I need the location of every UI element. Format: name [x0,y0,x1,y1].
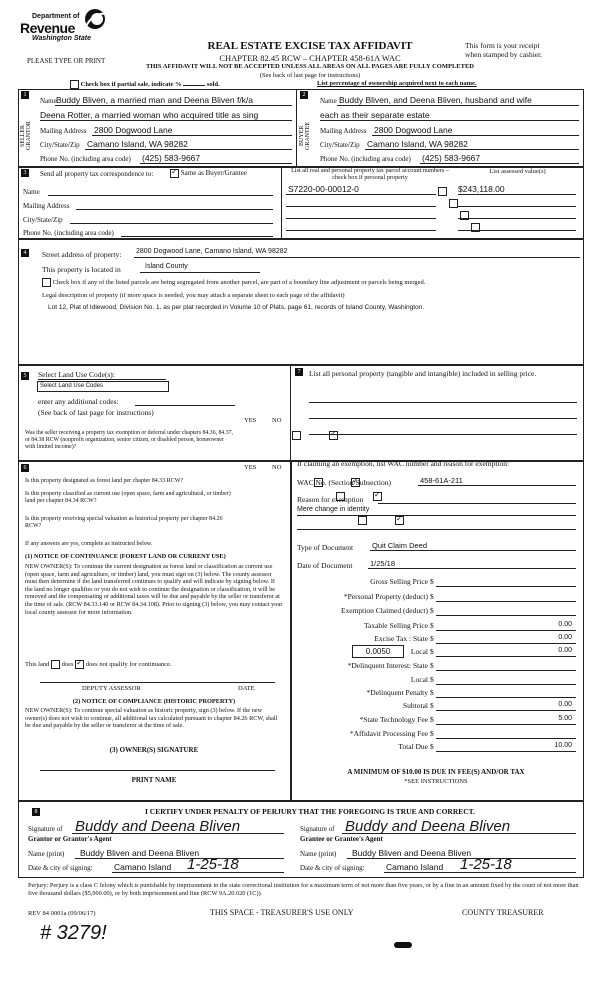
form-chapter: CHAPTER 82.45 RCW – CHAPTER 458-61A WAC [219,53,401,63]
calc-row-label: Total Due [398,742,428,751]
dollar-sign: $ [430,577,434,586]
seller-name-label: Name [40,97,57,105]
calc-row-label: Local [410,675,428,684]
buyer-city-label: City/State/Zip [320,141,360,149]
seller-mailing-label: Mailing Address [40,127,87,135]
calc-row-label: *Personal Property (deduct) [343,592,428,601]
does-not-label: does not [85,660,108,668]
calc-row-value[interactable]: 0.00 [558,621,572,628]
calc-row [298,647,576,658]
dor-logo-icon [80,8,110,30]
section-3-badge: 3 [21,169,29,177]
if-yes-note: If any answers are yes, complete as instructed below. [25,541,153,547]
calc-row-label: *Affidavit Processing Fee [349,729,428,738]
sold-label: sold. [206,80,220,88]
seller-phone-field[interactable]: (425) 583-9667 [142,153,201,163]
segregated-checkbox[interactable] [42,278,51,287]
personal-property-text: List all personal property (tangible and intangible) included in selling price. [309,369,537,378]
buyer-mailing-label: Mailing Address [320,127,367,135]
same-as-buyer-checkbox[interactable] [170,169,179,178]
segregated-row [42,278,425,287]
dollar-sign: $ [430,606,434,615]
personal-property-checkbox-1[interactable] [438,187,447,196]
corr-mailing-field[interactable] [76,209,273,210]
corr-phone-label: Phone No. (including area code) [23,229,114,237]
dollar-sign: $ [430,715,434,724]
land-use-see-back: (See back of last page for instructions) [38,408,154,417]
street-field[interactable]: 2800 Dogwood Lane, Camano Island, WA 98282 [136,248,288,255]
assessed-header: List assessed value(s) [489,168,546,175]
buyer-name-label: Name [320,97,337,105]
reason-field[interactable]: Mere change in identity [297,506,370,513]
certify-statement: I CERTIFY UNDER PENALTY OF PERJURY THAT THE FOREGOING IS TRUE AND CORRECT. [144,807,475,816]
dollar-sign: $ [430,634,434,643]
corr-phone-field[interactable] [121,236,273,237]
calc-row-label: Gross Selling Price [370,577,428,586]
section-4-badge: 4 [21,249,29,257]
seller-name-field-2[interactable]: Deena Rotter, a married woman who acquired title as sing [40,110,259,120]
does-label: does [61,660,74,668]
calc-row [298,715,576,726]
county-field[interactable]: Island County [145,263,188,270]
same-as-buyer-label: Same as Buyer/Grantee [180,169,247,178]
send-corr-label: Send all property tax correspondence to: [40,170,154,178]
perjury-statement: Perjury: Perjury is a class C felony which is punishable by imprisonment in the state correctional institution for a maximum term of not more than five years, or by a fine in an amount fixed by the court of not more than five thousand dollars ($5,000.00), or by both imprisonment and fine (RCW 9A.20.020 (1C)). [28,882,579,897]
partial-sale-percent-field[interactable] [183,85,205,86]
corr-city-label: City/State/Zip [23,216,63,224]
forest-q1: Is this property designated as forest land per chapter 84.33 RCW? [25,478,184,484]
owner-signature-label: (3) OWNER(S) SIGNATURE [109,746,199,754]
does-checkbox[interactable] [51,660,60,669]
additional-codes-label: enter any additional codes: [38,397,119,406]
continuance-row [25,660,172,669]
legal-label: Legal description of property (if more space is needed, you may attach a separate sheet to each page of the affidavit) [42,292,345,299]
see-back-instructions: (See back of last page for instructions) [259,72,361,79]
notice2-title: (2) NOTICE OF COMPLIANCE (HISTORIC PROPERTY) [72,698,236,705]
see-instructions: *SEE INSTRUCTIONS [404,778,468,785]
this-land-label: This land [25,660,50,668]
calc-row [298,592,576,603]
street-label: Street address of property: [42,250,122,259]
grantee-name-print-label: Name (print) [300,850,337,858]
doc-date-field[interactable]: 1/25/18 [370,559,396,568]
same-as-row [170,169,247,178]
land-use-select[interactable]: Select Land Use Codes [37,381,169,392]
grantor-name-print[interactable]: Buddy Bliven and Deena Bliven [80,848,200,858]
dept-line1: Department of [32,13,80,20]
calc-row-value[interactable]: 5.00 [558,715,572,722]
calc-row [298,661,576,672]
wac-field[interactable]: 458-61A-211 [420,476,463,485]
seller-name-field[interactable]: Buddy Bliven, a married man and Deena Bliven f/k/a [56,95,254,105]
seller-phone-label: Phone No. (including area code) [40,155,131,163]
reason-label: Reason for exemption [297,495,364,504]
notice2-body: NEW OWNER(S): To continue special valuation as historic property, sign (3) below. If the new owner(s) does not wish to continue, all additional tax calculated pursuant to chapter 84.26 RCW, shall be due and payable by the seller or transferor at the time of sale. [25,707,278,730]
grantee-sig-label: Signature of [300,825,335,833]
corr-mailing-label: Mailing Address [23,202,70,210]
located-label: This property is located in [42,265,121,274]
dor-logo [20,8,115,52]
calc-row-label: Taxable Selling Price [363,621,428,630]
calc-row-label: Exemption Claimed (deduct) [340,606,428,615]
calc-row [298,688,576,699]
owner-signature-line[interactable] [40,770,275,771]
receipt-note-1: This form is your receipt [465,41,540,50]
qualify-label: qualify for continuance. [109,660,172,668]
please-type: PLEASE TYPE OR PRINT [27,57,106,65]
calc-row-label: Excise Tax : State [374,634,428,643]
corr-name-label: Name [23,188,40,196]
buyer-name-field-2[interactable]: each as their separate estate [320,110,430,120]
corr-city-field[interactable] [70,223,273,224]
county-treasurer: COUNTY TREASURER [462,908,544,917]
deputy-signature-line[interactable] [40,682,275,683]
grantor-signature[interactable]: Buddy and Deena Bliven [75,818,241,835]
land-use-label: Select Land Use Code(s): [38,370,115,379]
calc-row [298,675,576,686]
minimum-note: A MINIMUM OF $10.00 IS DUE IN FEE(S) AND/OR TAX [347,768,525,776]
exemption-no-checkbox[interactable] [329,431,338,440]
does-not-checkbox[interactable] [75,660,84,669]
partial-sale-checkbox[interactable] [70,80,79,89]
doc-type-label: Type of Document [297,543,354,552]
dollar-sign: $ [430,621,434,630]
treasurer-use: THIS SPACE - TREASURER'S USE ONLY [210,908,354,917]
legal-description-field[interactable]: Lot 12, Plat of Idlewood, Division No. 1, as per plat recorded in Volume 10 of Plats, page 61, records of Island County, Washington. [48,304,425,311]
rev-number: REV 84 0001a (09/06/17) [28,910,96,917]
dollar-sign: $ [430,701,434,710]
calc-row [298,701,576,712]
dollar-sign: $ [430,742,434,751]
buyer-name-field[interactable]: Buddy Bliven, and Deena Bliven, husband and wife [339,95,532,105]
section-6-badge: 6 [21,464,29,472]
grantee-date-city-label: Date & city of signing: [300,864,365,872]
calc-row-label: Local [410,647,428,656]
grantor-city[interactable]: Camano Island [114,862,172,872]
receipt-note-2: when stamped by cashier. [465,50,543,59]
deputy-date-label: DATE [238,685,255,692]
ink-mark [394,942,412,948]
calc-row [298,606,576,617]
dept-line3: Washington State [32,35,91,42]
calc-row-value[interactable]: 0.00 [558,647,572,654]
additional-codes-field[interactable] [135,405,235,406]
wac-label: WAC No. (Section/Subsection) [297,478,391,487]
buyer-phone-label: Phone No. (including area code) [320,155,411,163]
dollar-sign: $ [430,592,434,601]
calc-row-value[interactable]: 0.00 [558,701,572,708]
grantee-date[interactable]: 1-25-18 [460,856,512,873]
tax-rate-field[interactable]: 0.0050 [352,645,404,658]
deputy-label: DEPUTY ASSESSOR [82,685,141,692]
doc-type-field[interactable]: Quit Claim Deed [372,541,428,550]
doc-date-label: Date of Document [297,561,353,570]
calc-row [298,577,576,588]
calc-row [298,621,576,632]
handwritten-number: # 3279! [40,922,107,944]
grantee-city[interactable]: Camano Island [386,862,444,872]
land-use-no-header: NO [272,417,282,424]
section-7-badge: 7 [295,368,303,376]
grantor-name-print-label: Name (print) [28,850,65,858]
calc-row-value[interactable]: 10.00 [554,742,572,749]
partial-sale-row [70,80,220,89]
calc-row-label: *Delinquent Interest: State [347,661,428,670]
notice1-title: (1) NOTICE OF CONTINUANCE (FOREST LAND OR CURRENT USE) [25,553,226,560]
grantee-name-print[interactable]: Buddy Bliven and Deena Bliven [352,848,472,858]
exemption-claim-label: If claiming an exemption, list WAC number and reason for exemption: [297,459,510,468]
dollar-sign: $ [430,675,434,684]
dollar-sign: $ [430,661,434,670]
forest-q2: Is this property classified as current use (open space, farm and agricultural, or timber) land per chapter 84.34 RCW? [25,491,231,504]
buyer-city-field[interactable]: Camano Island, WA 98282 [367,139,468,149]
dollar-sign: $ [430,688,434,697]
calc-row-value[interactable]: 0.00 [558,634,572,641]
grantor-date-city-label: Date & city of signing: [28,864,93,872]
partial-sale-label: Check box if partial sale, indicate % [80,80,182,88]
calc-row-label: *Delinquent Penalty [366,688,428,697]
segregated-label: Check box if any of the listed parcels are being segregated from another parcel, are part of a boundary line adjustment or parcels being merged. [52,278,426,286]
dollar-sign: $ [430,729,434,738]
section-2-badge: 2 [300,91,308,99]
seller-city-label: City/State/Zip [40,141,80,149]
dept-line2: Revenue [20,20,75,36]
calc-row-label: Subtotal [402,701,428,710]
section-1-badge: 1 [21,91,29,99]
parcel-1-field[interactable]: S7220-00-00012-0 [288,184,359,194]
parcel-header: List all real and personal property tax parcel account numbers – check box if personal property [291,167,449,181]
buyer-mailing-field[interactable]: 2800 Dogwood Lane [374,125,453,135]
personal-property-checkbox-2[interactable] [449,199,458,208]
form-title: REAL ESTATE EXCISE TAX AFFIDAVIT [207,40,413,52]
ownership-note: List percentage of ownership acquired next to each name. [317,80,477,87]
print-name-label: PRINT NAME [131,776,177,784]
dollar-sign: $ [430,647,434,656]
seller-side-label: SELLER GRANTOR [20,121,32,151]
calc-row [298,729,576,740]
grantee-signature[interactable]: Buddy and Deena Bliven [345,818,511,835]
buyer-side-label: BUYER GRANTEE [299,122,311,150]
buyer-phone-field[interactable]: (425) 583-9667 [422,153,481,163]
grantor-agent-label: Grantor or Grantor's Agent [28,835,112,843]
form-warning: THIS AFFIDAVIT WILL NOT BE ACCEPTED UNLESS ALL AREAS ON ALL PAGES ARE FULLY COMPLETED [146,63,474,70]
section-8-badge: 8 [32,808,40,816]
seller-city-field[interactable]: Camano Island, WA 98282 [87,139,188,149]
section-5-badge: 5 [21,372,29,380]
forest-no-header: NO [272,464,282,471]
seller-mailing-field[interactable]: 2800 Dogwood Lane [94,125,173,135]
calc-row [298,742,576,753]
assessed-1-field[interactable]: $243,118.00 [458,184,505,194]
land-use-yes-header: YES [244,417,257,424]
calc-row [298,634,576,645]
forest-q3: Is this property receiving special valuation as historical property per chapter 84.26 RCW? [25,516,223,529]
forest-yes-header: YES [244,464,257,471]
grantee-agent-label: Grantee or Grantee's Agent [300,835,383,843]
grantor-date[interactable]: 1-25-18 [187,856,239,873]
exemption-yes-checkbox[interactable] [292,431,301,440]
notice1-body: NEW OWNER(S): To continue the current designation as forest land or classification as current use (open space, farm and agriculture, or timber) land, you must sign on (3) below. The county assessor must then determine if the land transferred continues to qualify and will indicate by signing below. If the land no longer qualifies or you do not wish to continue the designation or classification, it will be removed and the compensating or additional taxes will be due and payable by the seller or transferor at the time of sale. (RCW 84.33.140 or RCW 84.34.108). Prior to signing (3) below, you may contact your local county assessor for more information. [25,563,283,616]
grantor-sig-label: Signature of [28,825,63,833]
exemption-question: Was the seller receiving a property tax exemption or deferral under chapters 84.36, 84.37, or 84.38 RCW (nonprofit organization, senior citizen, or disabled person, homeowner with limited income)? [25,430,233,450]
calc-row-label: *State Technology Fee [359,715,428,724]
personal-property-field[interactable] [309,402,577,403]
party-divider [296,89,297,166]
corr-name-field[interactable] [48,195,273,196]
